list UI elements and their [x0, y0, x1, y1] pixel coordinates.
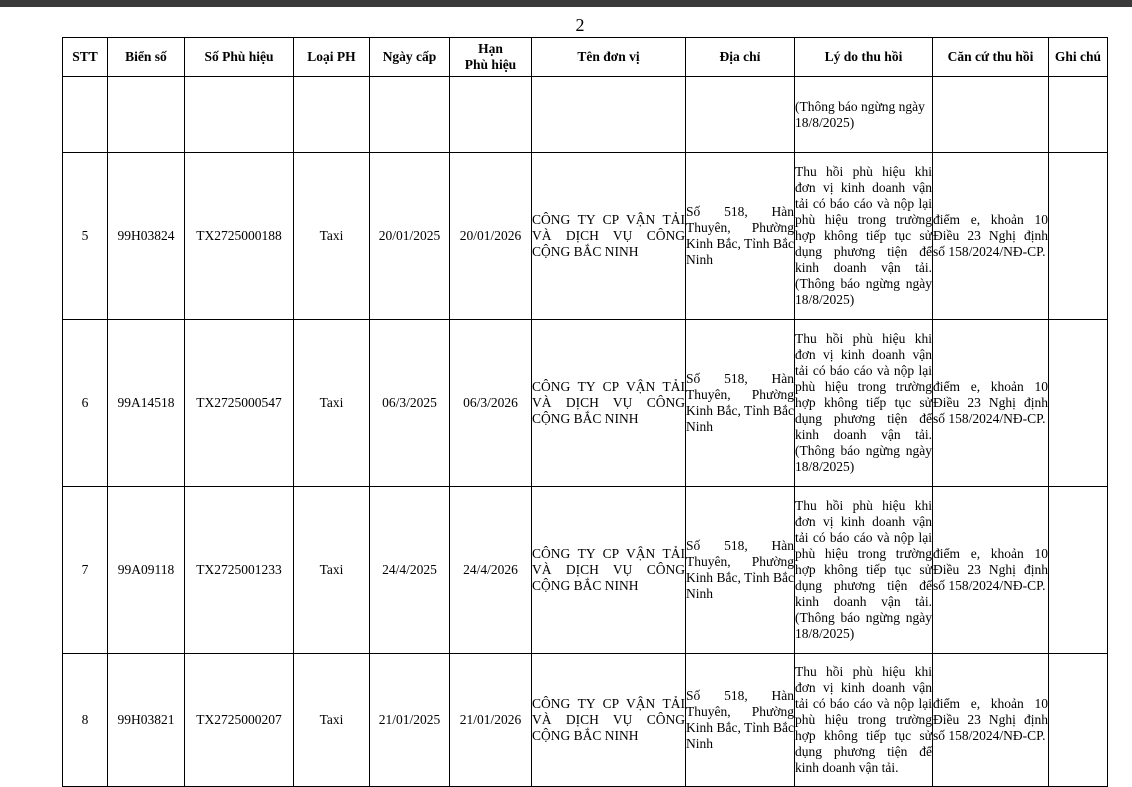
- cell-loai-ph: Taxi: [294, 320, 370, 487]
- cell-empty: [450, 77, 532, 153]
- header-so-phu-hieu: Số Phù hiệu: [185, 38, 294, 77]
- cell-can-cu: điểm e, khoản 10 Điều 23 Nghị định số 158/2024/NĐ-CP.: [933, 320, 1049, 487]
- cell-stt: 5: [63, 153, 108, 320]
- cell-stt: 8: [63, 654, 108, 787]
- header-ngay-cap: Ngày cấp: [370, 38, 450, 77]
- cell-dia-chi: Số 518, Hàn Thuyên, Phường Kinh Bắc, Tỉnh Bắc Ninh: [686, 654, 795, 787]
- header-can-cu: Căn cứ thu hồi: [933, 38, 1049, 77]
- cell-empty: [185, 77, 294, 153]
- cell-can-cu: điểm e, khoản 10 Điều 23 Nghị định số 158/2024/NĐ-CP.: [933, 487, 1049, 654]
- header-ten-don-vi: Tên đơn vị: [532, 38, 686, 77]
- header-han-phu-hieu-line1: Hạn: [478, 41, 503, 56]
- cell-so-phu-hieu: TX2725000547: [185, 320, 294, 487]
- cell-han-phu-hieu: 20/01/2026: [450, 153, 532, 320]
- cell-dia-chi: Số 518, Hàn Thuyên, Phường Kinh Bắc, Tỉnh Bắc Ninh: [686, 320, 795, 487]
- table-row: [63, 654, 1108, 787]
- cell-bien-so: 99A09118: [108, 487, 185, 654]
- cell-ten-don-vi: CÔNG TY CP VẬN TẢI VÀ DỊCH VỤ CÔNG CỘNG BẮC NINH: [532, 320, 686, 487]
- table-row: [63, 153, 1108, 320]
- cell-ly-do: (Thông báo ngừng ngày 18/8/2025): [795, 77, 933, 153]
- cell-bien-so: 99H03824: [108, 153, 185, 320]
- cell-han-phu-hieu: 06/3/2026: [450, 320, 532, 487]
- cell-empty: [933, 77, 1049, 153]
- cell-bien-so: 99H03821: [108, 654, 185, 787]
- cell-dia-chi: Số 518, Hàn Thuyên, Phường Kinh Bắc, Tỉnh Bắc Ninh: [686, 153, 795, 320]
- cell-ghi-chu: [1049, 487, 1108, 654]
- table-row-continued: [63, 77, 1108, 153]
- cell-empty: [108, 77, 185, 153]
- cell-dia-chi: Số 518, Hàn Thuyên, Phường Kinh Bắc, Tỉnh Bắc Ninh: [686, 487, 795, 654]
- header-bien-so: Biển số: [108, 38, 185, 77]
- cell-ghi-chu: [1049, 153, 1108, 320]
- cell-ten-don-vi: CÔNG TY CP VẬN TẢI VÀ DỊCH VỤ CÔNG CỘNG BẮC NINH: [532, 153, 686, 320]
- revocation-table: [62, 37, 1108, 787]
- header-ghi-chu: Ghi chú: [1049, 38, 1108, 77]
- cell-can-cu: điểm e, khoản 10 Điều 23 Nghị định số 158/2024/NĐ-CP.: [933, 654, 1049, 787]
- viewer-top-bar: [0, 0, 1132, 7]
- cell-ngay-cap: 24/4/2025: [370, 487, 450, 654]
- cell-ngay-cap: 21/01/2025: [370, 654, 450, 787]
- cell-empty: [686, 77, 795, 153]
- cell-empty: [532, 77, 686, 153]
- cell-ngay-cap: 06/3/2025: [370, 320, 450, 487]
- cell-bien-so: 99A14518: [108, 320, 185, 487]
- cell-so-phu-hieu: TX2725000207: [185, 654, 294, 787]
- table-header-row: [63, 38, 1108, 77]
- cell-can-cu: điểm e, khoản 10 Điều 23 Nghị định số 158/2024/NĐ-CP.: [933, 153, 1049, 320]
- cell-ten-don-vi: CÔNG TY CP VẬN TẢI VÀ DỊCH VỤ CÔNG CỘNG BẮC NINH: [532, 654, 686, 787]
- cell-ly-do: Thu hồi phù hiệu khi đơn vị kinh doanh vận tải có báo cáo và nộp lại phù hiệu trong trường hợp không tiếp tục sử dụng phương tiện để kinh doanh vận tải. (Thông báo ngừng ngày 18/8/2025): [795, 487, 933, 654]
- header-han-phu-hieu-line2: Phù hiệu: [464, 57, 517, 72]
- cell-loai-ph: Taxi: [294, 487, 370, 654]
- header-loai-ph: Loại PH: [294, 38, 370, 77]
- table-row: [63, 487, 1108, 654]
- header-dia-chi: Địa chỉ: [686, 38, 795, 77]
- table-row: [63, 320, 1108, 487]
- header-stt: STT: [63, 38, 108, 77]
- cell-ten-don-vi: CÔNG TY CP VẬN TẢI VÀ DỊCH VỤ CÔNG CỘNG BẮC NINH: [532, 487, 686, 654]
- cell-ghi-chu: [1049, 654, 1108, 787]
- cell-han-phu-hieu: 21/01/2026: [450, 654, 532, 787]
- cell-loai-ph: Taxi: [294, 153, 370, 320]
- cell-ly-do: Thu hồi phù hiệu khi đơn vị kinh doanh vận tải có báo cáo và nộp lại phù hiệu trong trường hợp không tiếp tục sử dụng phương tiện để kinh doanh vận tải.: [795, 654, 933, 787]
- header-han-phu-hieu: [450, 38, 532, 77]
- cell-ly-do: Thu hồi phù hiệu khi đơn vị kinh doanh vận tải có báo cáo và nộp lại phù hiệu trong trường hợp không tiếp tục sử dụng phương tiện để kinh doanh vận tải. (Thông báo ngừng ngày 18/8/2025): [795, 153, 933, 320]
- cell-loai-ph: Taxi: [294, 654, 370, 787]
- cell-ngay-cap: 20/01/2025: [370, 153, 450, 320]
- cell-empty: [63, 77, 108, 153]
- cell-empty: [1049, 77, 1108, 153]
- cell-han-phu-hieu: 24/4/2026: [450, 487, 532, 654]
- cell-so-phu-hieu: TX2725000188: [185, 153, 294, 320]
- cell-empty: [294, 77, 370, 153]
- cell-ghi-chu: [1049, 320, 1108, 487]
- page-number: 2: [575, 15, 585, 35]
- cell-empty: [370, 77, 450, 153]
- cell-stt: 7: [63, 487, 108, 654]
- cell-so-phu-hieu: TX2725001233: [185, 487, 294, 654]
- cell-ly-do: Thu hồi phù hiệu khi đơn vị kinh doanh vận tải có báo cáo và nộp lại phù hiệu trong trường hợp không tiếp tục sử dụng phương tiện để kinh doanh vận tải. (Thông báo ngừng ngày 18/8/2025): [795, 320, 933, 487]
- cell-stt: 6: [63, 320, 108, 487]
- header-ly-do: Lý do thu hồi: [795, 38, 933, 77]
